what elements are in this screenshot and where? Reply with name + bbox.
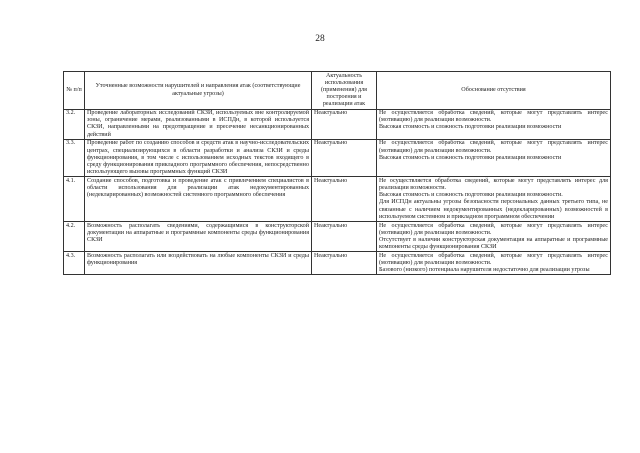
row-justification xyxy=(377,109,611,139)
threat-capabilities-table xyxy=(63,71,611,275)
row-justification xyxy=(377,252,611,275)
header-relevance: Актуальность использования (применения) для построения и реализации атак xyxy=(312,72,377,110)
justification-line: Не осуществляется обработка сведений, которые могут представлять интерес (мотивацию) для реализации возможности. xyxy=(379,110,608,124)
table-row xyxy=(64,139,611,177)
justification-line: Не осуществляется обработка сведений, которые могут представлять интерес для реализации возможности. xyxy=(379,177,608,192)
table-row xyxy=(64,252,611,275)
table-row xyxy=(64,109,611,139)
header-number: № п/п xyxy=(64,72,85,110)
justification-line: Отсутствует в наличии конструкторская документация на аппаратные и программные компоненты среды функционирования СКЗИ xyxy=(379,236,608,251)
row-number: 4.3. xyxy=(64,252,85,275)
justification-line: Для ИСПДн актуальны угрозы безопасности персональных данных третьего типа, не связанные с наличием недокументированных (недекларированных) возможностей в используемом системном и прикладном программном обеспечении xyxy=(379,199,608,220)
justification-line: Высокая стоимость и сложность подготовки реализации возможности xyxy=(379,154,562,161)
row-capability: Возможность располагать или воздействовать на любые компоненты СКЗИ и среды функционирования xyxy=(85,252,312,275)
table-header-row xyxy=(64,72,611,110)
row-relevance: Неактуально xyxy=(312,109,377,139)
row-relevance: Неактуально xyxy=(312,252,377,275)
row-capability: Проведение лабораторных исследований СКЗИ, используемых вне контролируемой зоны, ограничение мерами, реализованными в ИСПДн, в которой используется СКЗИ, направленными на предотвращение и пресечение несанкционированных действий xyxy=(85,109,312,139)
justification-line: Базового (низкого) потенциала нарушителя недостаточно для реализации угрозы xyxy=(379,267,590,274)
justification-line: Высокая стоимость и сложность подготовки реализации возможности. xyxy=(379,192,563,199)
justification-line: Не осуществляется обработка сведений, которые могут представлять интерес (мотивацию) для реализации возможности. xyxy=(379,252,608,267)
row-number: 4.1. xyxy=(64,177,85,222)
row-relevance: Неактуально xyxy=(312,177,377,222)
table-row xyxy=(64,222,611,252)
row-relevance: Неактуально xyxy=(312,222,377,252)
row-justification xyxy=(377,222,611,252)
row-capability: Возможность располагать сведениями, содержащимися в конструкторской документации на аппаратные и программные компоненты среды функционирования СКЗИ xyxy=(85,222,312,252)
row-relevance: Неактуально xyxy=(312,139,377,177)
page-number: 28 xyxy=(315,34,325,44)
header-capabilities: Уточненные возможности нарушителей и направления атак (соответствующие актуальные угрозы) xyxy=(85,72,312,110)
table-row xyxy=(64,177,611,222)
justification-line: Не осуществляется обработка сведений, которые могут представлять интерес (мотивацию) для реализации возможности. xyxy=(379,222,608,236)
row-number: 3.3. xyxy=(64,139,85,177)
row-number: 4.2. xyxy=(64,222,85,252)
row-number: 3.2. xyxy=(64,109,85,139)
justification-line: Высокая стоимость и сложность подготовки реализации возможности xyxy=(379,124,562,131)
row-capability: Проведение работ по созданию способов и средств атак в научно-исследовательских центрах, специализирующихся в области разработки и анализа СКЗИ и среды функционирования, в том числе с использованием исходных текстов входящего в среду функционирования прикладного программного обеспечения, непосредственно использующего вызовы программных функций СКЗИ xyxy=(85,139,312,177)
row-justification xyxy=(377,139,611,177)
row-capability: Создание способов, подготовка и проведение атак с привлечением специалистов в области использования для реализации атак недокументированных (недекларированных) возможностей системного программного обеспечения xyxy=(85,177,312,222)
header-justification: Обоснование отсутствия xyxy=(377,72,611,110)
justification-line: Не осуществляется обработка сведений, которые могут представлять интерес (мотивацию) для реализации возможности. xyxy=(379,140,608,154)
row-justification xyxy=(377,177,611,222)
